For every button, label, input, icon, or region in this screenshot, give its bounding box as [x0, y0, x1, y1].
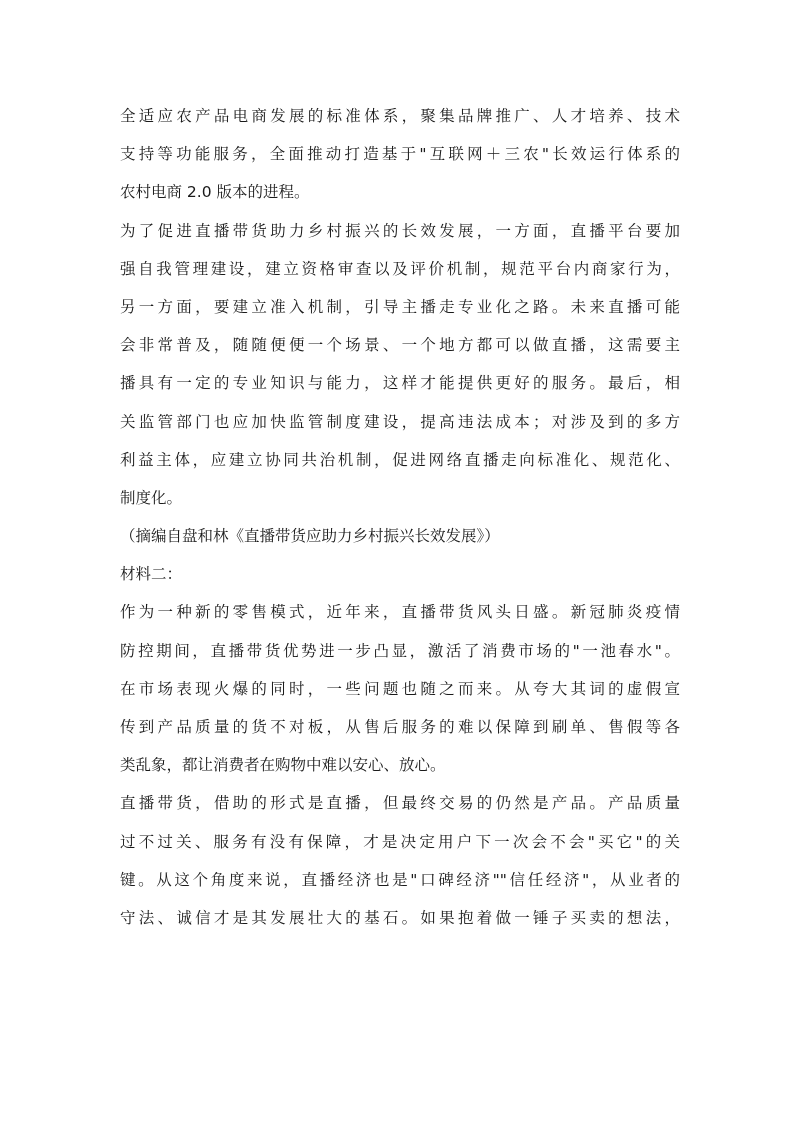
source-citation: （摘编自盘和林《直播带货应助力乡村振兴长效发展》） — [120, 527, 500, 546]
section-heading: 材料二： — [120, 565, 183, 584]
text-line: 另一方面，要建立准入机制，引导主播走专业化之路。未来直播可能 — [120, 297, 680, 316]
text-line: 过不过关、服务有没有保障，才是决定用户下一次会不会"买它"的关 — [120, 832, 680, 851]
text-line: 直播带货，借助的形式是直播，但最终交易的仍然是产品。产品质量 — [120, 794, 680, 813]
text-line: 制度化。 — [120, 488, 183, 507]
text-line: 传到产品质量的货不对板，从售后服务的难以保障到刷单、售假等各 — [120, 718, 680, 736]
text-line: 为了促进直播带货助力乡村振兴的长效发展，一方面，直播平台要加 — [120, 221, 680, 240]
text-line: 防控期间，直播带货优势进一步凸显，激活了消费市场的"一池春水"。 — [120, 641, 680, 660]
text-line: 全适应农产品电商发展的标准体系，聚集品牌推广、人才培养、技术 — [120, 107, 680, 125]
text-line: 关监管部门也应加快监管制度建设，提高违法成本；对涉及到的多方 — [120, 412, 680, 431]
text-line: 类乱象，都让消费者在购物中难以安心、放心。 — [120, 756, 446, 775]
text-line: 守法、诚信才是其发展壮大的基石。如果抱着做一锤子买卖的想法， — [120, 908, 680, 927]
text-line: 作为一种新的零售模式，近年来，直播带货风头日盛。新冠肺炎疫情 — [120, 603, 680, 622]
text-line: 农村电商 2.0 版本的进程。 — [120, 183, 310, 202]
text-line: 利益主体，应建立协同共治机制，促进网络直播走向标准化、规范化、 — [120, 450, 680, 469]
text-line: 支持等功能服务，全面推动打造基于"互联网＋三农"长效运行体系的 — [120, 145, 680, 164]
text-line: 在市场表现火爆的同时，一些问题也随之而来。从夸大其词的虚假宣 — [120, 679, 680, 698]
text-line: 强自我管理建设，建立资格审查以及评价机制，规范平台内商家行为， — [120, 259, 680, 278]
text-line: 键。从这个角度来说，直播经济也是"口碑经济""信任经济"，从业者的 — [120, 870, 680, 889]
text-line: 会非常普及，随随便便一个场景、一个地方都可以做直播，这需要主 — [120, 336, 680, 355]
body-text — [120, 97, 680, 937]
text-line: 播具有一定的专业知识与能力，这样才能提供更好的服务。最后，相 — [120, 374, 680, 393]
